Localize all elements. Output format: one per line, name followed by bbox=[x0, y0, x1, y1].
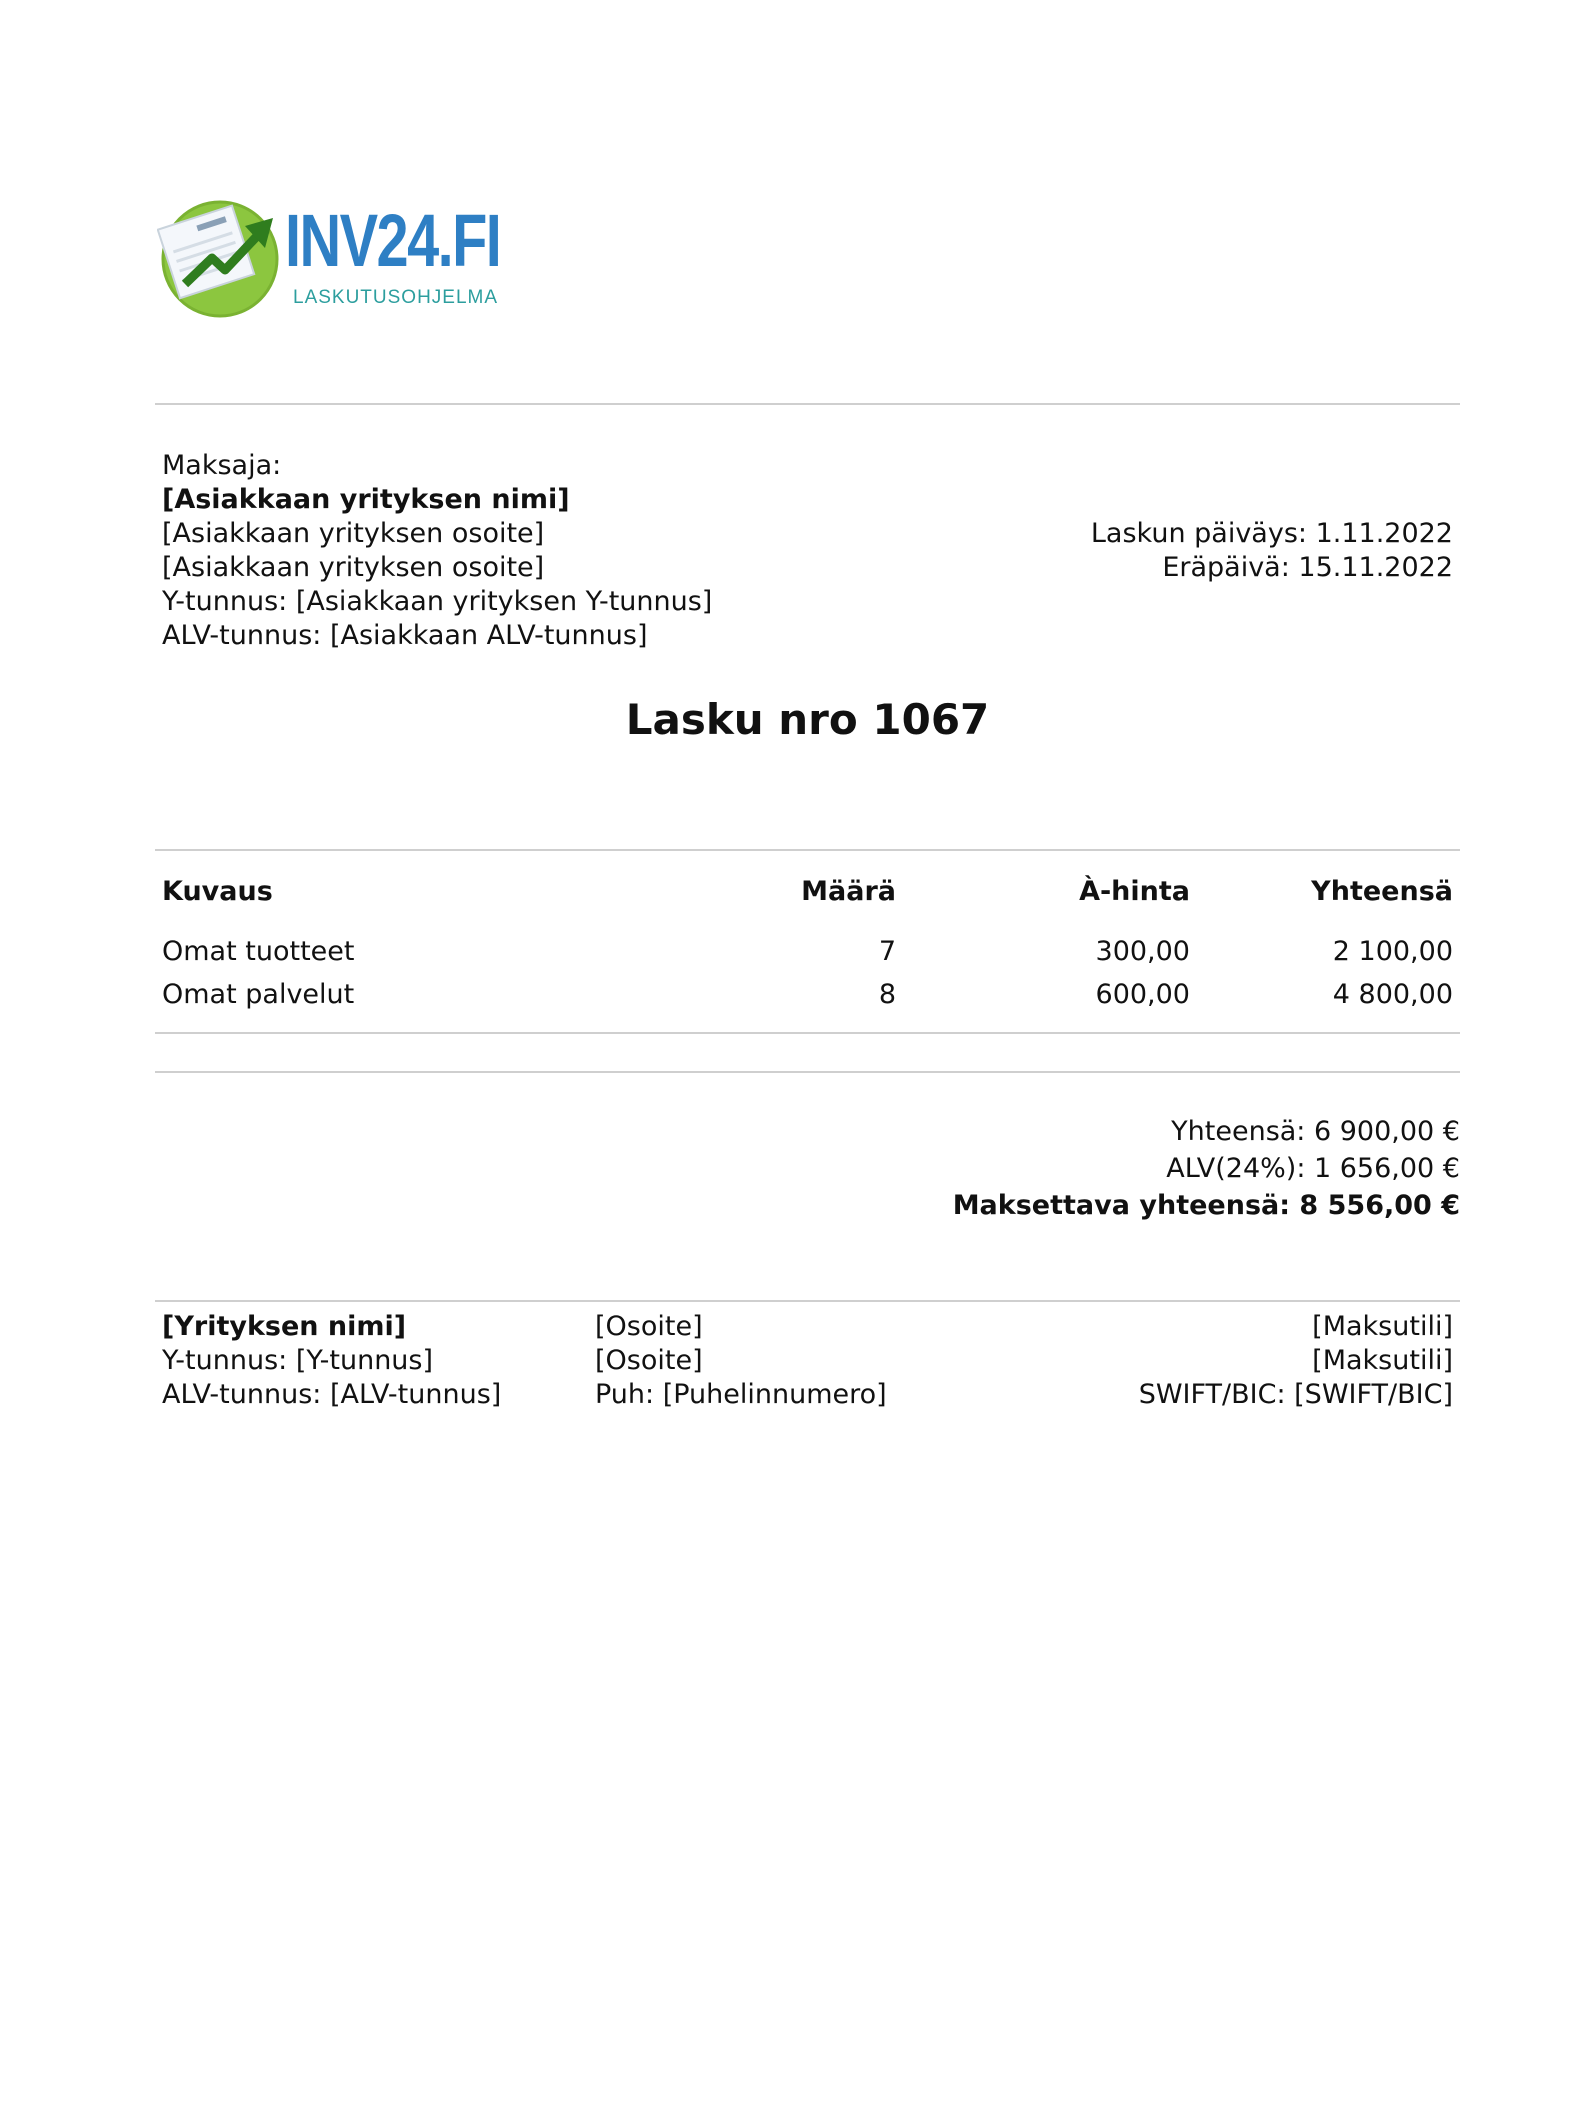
footer-vat-id: ALV-tunnus: [ALV-tunnus] bbox=[162, 1379, 502, 1410]
header-divider bbox=[155, 403, 1460, 405]
row-total: 2 100,00 bbox=[1332, 936, 1453, 967]
invoice-dates bbox=[1091, 517, 1453, 585]
footer-swift: SWIFT/BIC: [SWIFT/BIC] bbox=[1138, 1379, 1453, 1410]
row-unit-price: 300,00 bbox=[1095, 936, 1190, 967]
logo-icon bbox=[157, 196, 287, 321]
inv24-logo bbox=[157, 196, 501, 321]
row-total: 4 800,00 bbox=[1332, 979, 1453, 1010]
header-quantity: Määrä bbox=[801, 876, 896, 907]
invoice-title: Lasku nro 1067 bbox=[625, 695, 990, 744]
row-description: Omat tuotteet bbox=[162, 936, 355, 967]
items-table bbox=[155, 868, 1460, 1016]
table-bottom-divider bbox=[155, 1032, 1460, 1034]
footer-account-1: [Maksutili] bbox=[1312, 1311, 1453, 1342]
logo-tagline: LASKUTUSOHJELMA bbox=[293, 287, 499, 308]
row-unit-price: 600,00 bbox=[1095, 979, 1190, 1010]
footer-address-2: [Osoite] bbox=[595, 1345, 703, 1376]
table-row bbox=[155, 973, 1460, 1016]
payer-block bbox=[162, 449, 712, 653]
totals-divider bbox=[155, 1071, 1460, 1073]
footer-account-2: [Maksutili] bbox=[1312, 1345, 1453, 1376]
footer-company-name: [Yrityksen nimi] bbox=[162, 1311, 407, 1342]
row-quantity: 7 bbox=[878, 936, 896, 967]
invoice-page bbox=[155, 0, 1460, 2128]
vat-amount: ALV(24%): 1 656,00 € bbox=[1166, 1153, 1460, 1184]
due-date: Eräpäivä: 15.11.2022 bbox=[1162, 552, 1453, 583]
payer-address-1: [Asiakkaan yrityksen osoite] bbox=[162, 518, 545, 549]
header-total: Yhteensä bbox=[1311, 876, 1453, 907]
subtotal: Yhteensä: 6 900,00 € bbox=[1171, 1116, 1460, 1147]
row-description: Omat palvelut bbox=[162, 979, 355, 1010]
footer-divider bbox=[155, 1300, 1460, 1302]
payer-company-name: [Asiakkaan yrityksen nimi] bbox=[162, 484, 570, 515]
header-unit-price: À-hinta bbox=[1079, 876, 1190, 907]
footer-phone: Puh: [Puhelinnumero] bbox=[595, 1379, 887, 1410]
payer-label: Maksaja: bbox=[162, 450, 282, 481]
footer-company-column bbox=[162, 1310, 501, 1412]
payer-address-2: [Asiakkaan yrityksen osoite] bbox=[162, 552, 545, 583]
table-top-divider bbox=[155, 849, 1460, 851]
header-description: Kuvaus bbox=[162, 876, 273, 907]
payer-vat-id: ALV-tunnus: [Asiakkaan ALV-tunnus] bbox=[162, 620, 648, 651]
table-row bbox=[155, 930, 1460, 973]
totals-block bbox=[953, 1113, 1460, 1224]
footer-bank-column bbox=[1139, 1310, 1453, 1412]
footer-business-id: Y-tunnus: [Y-tunnus] bbox=[162, 1345, 434, 1376]
footer-address-1: [Osoite] bbox=[595, 1311, 703, 1342]
footer-contact-column bbox=[595, 1310, 887, 1412]
row-quantity: 8 bbox=[878, 979, 896, 1010]
logo-brand-text: INV24.FI bbox=[285, 199, 501, 282]
table-header-row bbox=[155, 868, 1460, 930]
payer-business-id: Y-tunnus: [Asiakkaan yrityksen Y-tunnus] bbox=[162, 586, 713, 617]
invoice-date: Laskun päiväys: 1.11.2022 bbox=[1090, 518, 1453, 549]
grand-total: Maksettava yhteensä: 8 556,00 € bbox=[952, 1190, 1460, 1221]
